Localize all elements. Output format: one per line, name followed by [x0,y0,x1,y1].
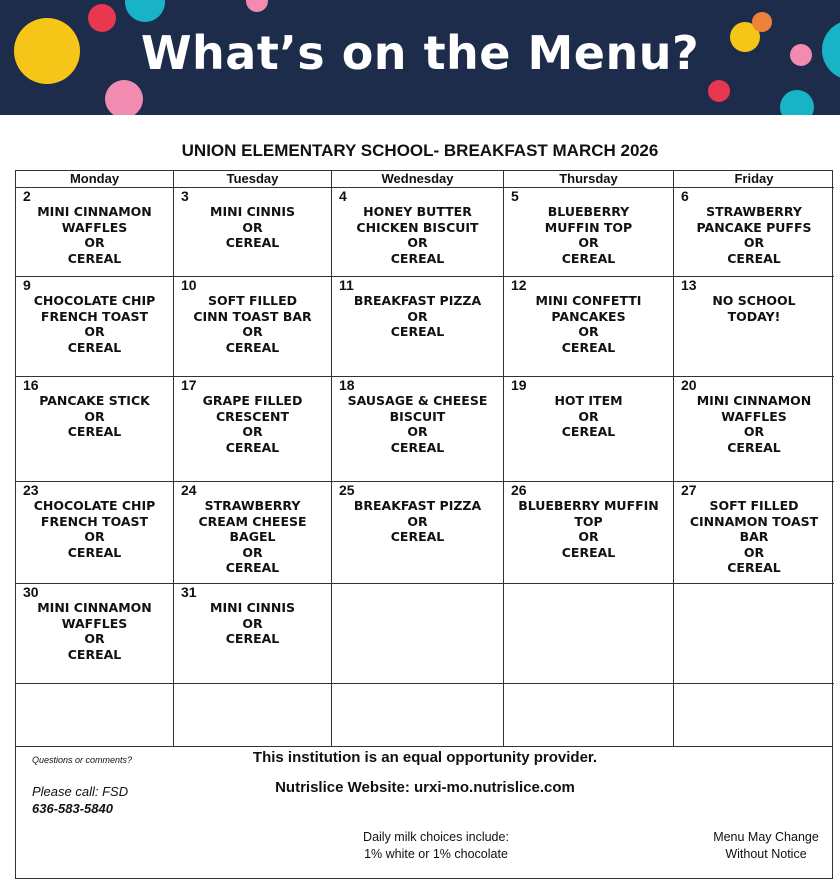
day-number: 13 [681,277,697,293]
calendar-day-cell [504,377,674,482]
day-number: 12 [511,277,527,293]
menu-item-text: STRAWBERRY CREAM CHEESE BAGEL OR CEREAL [198,498,307,575]
decorative-dot [780,90,814,115]
questions-text: Questions or comments? [32,755,133,765]
day-number: 18 [339,377,355,393]
day-number: 4 [339,188,347,204]
calendar-day-cell [504,684,674,747]
calendar-day-cell [174,584,332,684]
day-number: 24 [181,482,197,498]
calendar-day-cell [332,377,504,482]
page-title: UNION ELEMENTARY SCHOOL- BREAKFAST MARCH 2026 [181,141,659,160]
milk-line-1: Daily milk choices include: [363,830,509,844]
menu-item-text: MINI CINNIS OR CEREAL [210,204,295,250]
calendar-day-cell [332,684,504,747]
calendar-day-cell [504,584,674,684]
website-text: Nutrislice Website: urxi-mo.nutrislice.com [275,779,575,796]
milk-line-2: 1% white or 1% chocolate [364,847,508,861]
calendar-day-cell [174,684,332,747]
day-number: 26 [511,482,527,498]
menu-item-text: MINI CINNAMON WAFFLES OR CEREAL [696,393,812,455]
calendar-day-cell [16,684,174,747]
menu-item-text: SOFT FILLED CINNAMON TOAST BAR OR CEREAL [689,498,819,575]
calendar-day-cell [16,584,174,684]
menu-item-text: GRAPE FILLED CRESCENT OR CEREAL [202,393,303,455]
day-header-monday: Monday [16,171,174,188]
calendar-day-cell [504,482,674,584]
calendar-day-cell [674,277,834,377]
please-call-text: Please call: FSD [32,784,129,799]
day-number: 20 [681,377,697,393]
menu-item-text: MINI CINNAMON WAFFLES OR CEREAL [37,204,152,266]
day-header-tuesday: Tuesday [174,171,332,188]
calendar-day-cell [674,188,834,277]
calendar-day-cell [332,188,504,277]
calendar-day-cell [674,482,834,584]
day-number: 23 [23,482,39,498]
menu-item-text: MINI CONFETTI PANCAKES OR CEREAL [535,293,642,355]
menu-item-text: CHOCOLATE CHIP FRENCH TOAST OR CEREAL [33,498,156,560]
menu-change-notice [696,829,836,863]
menu-item-text: BREAKFAST PIZZA OR CEREAL [353,498,482,544]
menu-item-text: BLUEBERRY MUFFIN TOP OR CEREAL [518,498,659,560]
decorative-dot [246,0,268,12]
calendar-day-cell [174,188,332,277]
menu-banner [0,0,840,115]
day-number: 30 [23,584,39,600]
day-number: 17 [181,377,197,393]
calendar-day-cell [16,377,174,482]
day-number: 6 [681,188,689,204]
equal-opportunity-statement: This institution is an equal opportunity provider. [252,749,598,766]
menu-item-text: HONEY BUTTER CHICKEN BISCUIT OR CEREAL [356,204,479,266]
menu-item-text: BREAKFAST PIZZA OR CEREAL [353,293,482,339]
calendar-day-cell [332,277,504,377]
calendar-day-cell [16,188,174,277]
menu-footer [15,747,833,879]
calendar-day-cell [504,277,674,377]
menu-item-text: HOT ITEM OR CEREAL [554,393,623,439]
day-number: 16 [23,377,39,393]
decorative-dot [105,80,143,115]
day-number: 10 [181,277,197,293]
menu-item-text: MINI CINNAMON WAFFLES OR CEREAL [37,600,152,662]
calendar-day-cell [674,377,834,482]
day-number: 19 [511,377,527,393]
change-line-2: Without Notice [725,847,807,861]
day-number: 2 [23,188,31,204]
calendar-day-cell [174,482,332,584]
menu-item-text: PANCAKE STICK OR CEREAL [39,393,150,439]
day-header-friday: Friday [674,171,834,188]
calendar-day-cell [16,277,174,377]
day-number: 25 [339,482,355,498]
day-number: 27 [681,482,697,498]
menu-calendar [15,170,833,747]
day-number: 11 [339,277,354,293]
calendar-day-cell [504,188,674,277]
calendar-day-cell [174,277,332,377]
calendar-day-cell [674,584,834,684]
day-number: 3 [181,188,189,204]
calendar-day-cell [16,482,174,584]
menu-item-text: STRAWBERRY PANCAKE PUFFS OR CEREAL [696,204,812,266]
calendar-day-cell [674,684,834,747]
day-number: 9 [23,277,31,293]
menu-item-text: NO SCHOOL TODAY! [712,293,796,324]
day-number: 31 [181,584,197,600]
menu-item-text: SAUSAGE & CHEESE BISCUIT OR CEREAL [347,393,488,455]
phone-number: 636-583-5840 [32,801,113,816]
day-header-thursday: Thursday [504,171,674,188]
decorative-dot [125,0,165,22]
day-header-wednesday: Wednesday [332,171,504,188]
decorative-dot [708,80,730,102]
menu-item-text: BLUEBERRY MUFFIN TOP OR CEREAL [544,204,633,266]
calendar-day-cell [332,584,504,684]
change-line-1: Menu May Change [713,830,819,844]
banner-title: What’s on the Menu? [140,26,700,80]
menu-item-text: CHOCOLATE CHIP FRENCH TOAST OR CEREAL [33,293,156,355]
menu-item-text: SOFT FILLED CINN TOAST BAR OR CEREAL [193,293,312,355]
calendar-day-cell [174,377,332,482]
calendar-day-cell [332,482,504,584]
day-number: 5 [511,188,519,204]
milk-choices [316,829,556,863]
menu-item-text: MINI CINNIS OR CEREAL [210,600,295,646]
